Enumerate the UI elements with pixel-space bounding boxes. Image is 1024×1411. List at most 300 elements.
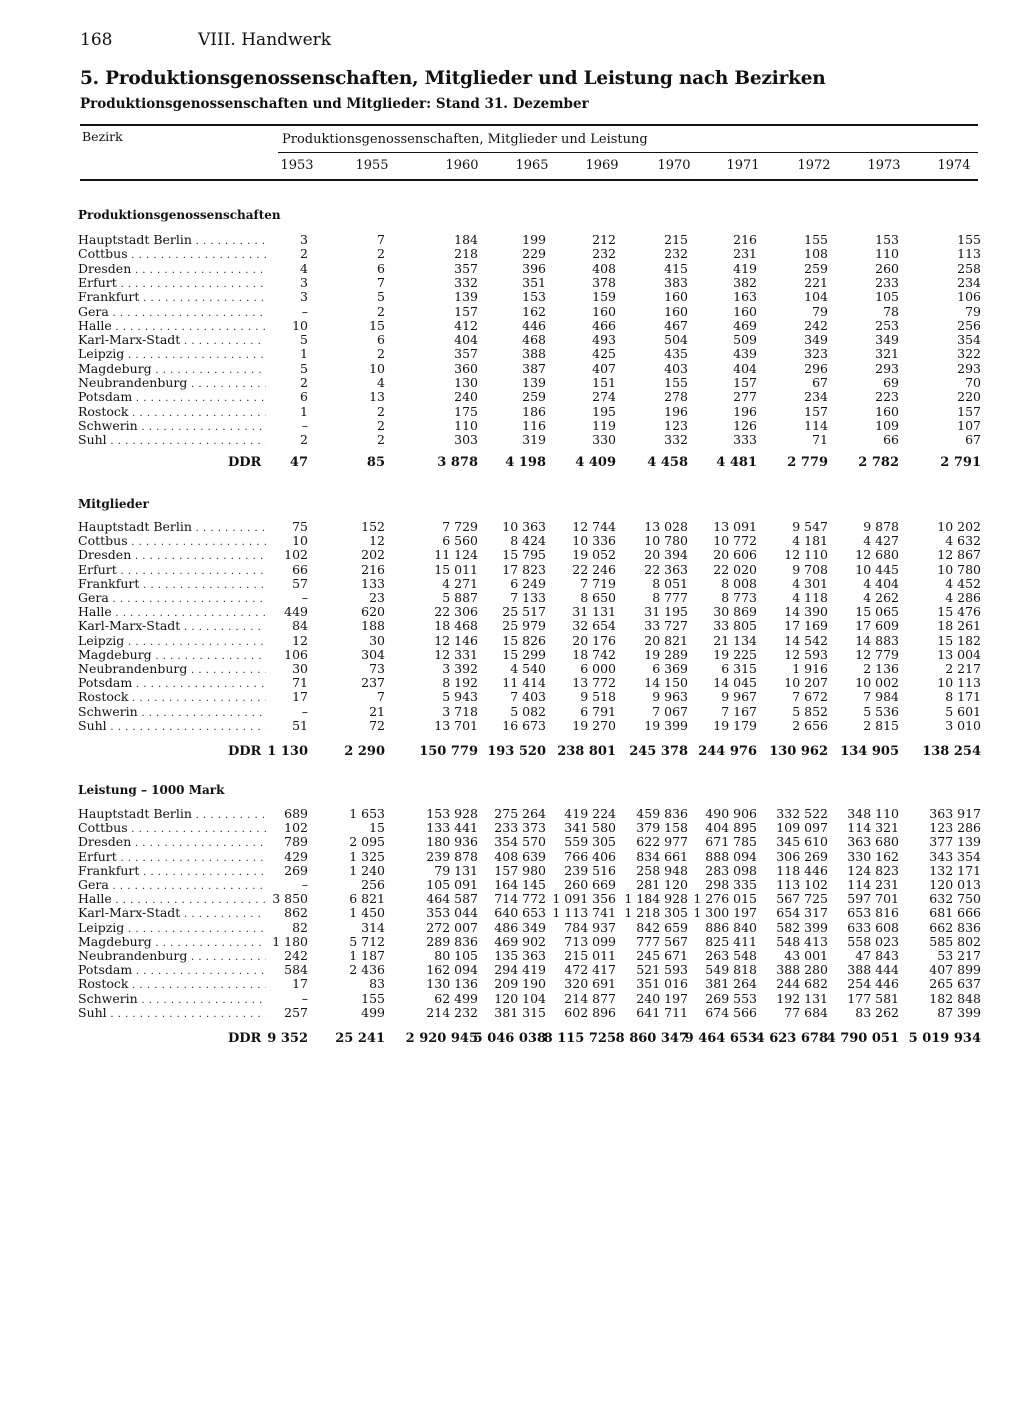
table-cell: 1	[300, 346, 308, 362]
table-cell: 265 637	[929, 976, 981, 992]
table-cell: 14 150	[644, 675, 688, 691]
year-header: 1973	[867, 158, 901, 173]
table-cell: 123	[664, 417, 688, 433]
table-cell: 17 169	[784, 618, 828, 634]
year-header: 1965	[515, 158, 549, 173]
total-cell: 2 782	[858, 455, 899, 470]
year-header: 1971	[726, 158, 760, 173]
table-cell: 825 411	[705, 933, 757, 949]
table-cell: 408 639	[494, 848, 546, 864]
table-cell: 157	[454, 303, 478, 319]
table-cell: 19 399	[644, 717, 688, 733]
table-cell: 388	[522, 346, 546, 362]
table-cell: 888 094	[705, 848, 757, 864]
table-cell: 486 349	[494, 919, 546, 935]
table-cell: 259	[804, 260, 828, 276]
table-cell: 10 445	[855, 561, 899, 577]
table-cell: 19 179	[713, 717, 757, 733]
table-cell: 17 823	[502, 561, 546, 577]
total-row	[0, 456, 1024, 470]
table-row	[0, 992, 1024, 1006]
table-cell: 582 399	[776, 919, 828, 935]
table-cell: 2	[300, 432, 308, 448]
table-cell: 9 708	[792, 561, 828, 577]
table-cell: 242	[804, 317, 828, 333]
table-cell: 260 669	[564, 877, 616, 892]
table-cell: 7	[377, 232, 385, 247]
table-cell: 83 262	[855, 1004, 899, 1020]
table-cell: 245 671	[636, 948, 688, 963]
table-cell: 110	[875, 246, 899, 262]
table-cell: 3 850	[272, 891, 308, 907]
total-cell: 5 019 934	[908, 1031, 981, 1046]
table-cell: 3	[300, 289, 308, 305]
total-cell: 2 290	[344, 744, 385, 759]
table-cell: 275 264	[494, 806, 546, 821]
table-cell: 104	[804, 289, 828, 305]
table-cell: 9 878	[863, 519, 899, 534]
row-label: Suhl . . .	[78, 433, 266, 449]
header-bottom-rule	[80, 179, 978, 181]
table-cell: 155	[804, 232, 828, 247]
table-row	[0, 864, 1024, 878]
table-cell: 237	[361, 675, 385, 691]
table-cell: 14 883	[855, 632, 899, 648]
table-cell: 153	[522, 289, 546, 305]
table-cell: 19 289	[644, 646, 688, 662]
table-row	[0, 534, 1024, 548]
table-cell: 66	[292, 561, 308, 577]
row-label: Hauptstadt Berlin . . .	[78, 520, 266, 536]
table-cell: 357	[454, 260, 478, 276]
table-cell: 77 684	[784, 1004, 828, 1020]
total-label: DDR	[228, 1031, 262, 1046]
table-cell: 164 145	[494, 877, 546, 892]
table-cell: 215 011	[564, 948, 616, 963]
table-cell: 160	[875, 403, 899, 419]
table-cell: 293	[875, 360, 899, 376]
table-cell: 2 656	[792, 717, 828, 733]
table-cell: 66	[883, 432, 899, 448]
table-row	[0, 577, 1024, 591]
table-cell: 378	[592, 274, 616, 290]
table-cell: 662 836	[929, 919, 981, 935]
table-cell: 789	[284, 834, 308, 850]
total-cell: 134 905	[840, 744, 899, 759]
table-cell: 157	[733, 375, 757, 390]
table-cell: 10 336	[572, 533, 616, 549]
table-cell: 766 406	[564, 848, 616, 864]
table-cell: 67	[965, 432, 981, 448]
table-cell: 2	[377, 432, 385, 448]
table-cell: 12 110	[784, 547, 828, 563]
table-cell: 4	[377, 375, 385, 390]
table-cell: 13 701	[434, 717, 478, 733]
table-cell: 304	[361, 646, 385, 662]
table-cell: 22 246	[572, 561, 616, 577]
table-cell: 584	[284, 962, 308, 978]
table-cell: 407 899	[929, 962, 981, 978]
table-row	[0, 676, 1024, 690]
table-cell: 4 404	[863, 575, 899, 591]
row-label: Gera . . .	[78, 878, 266, 894]
total-cell: 4 481	[716, 455, 757, 470]
row-label: Hauptstadt Berlin . . .	[78, 807, 266, 823]
row-label: Potsdam . . .	[78, 390, 266, 406]
table-cell: 196	[664, 403, 688, 419]
table-cell: 182 848	[929, 990, 981, 1006]
year-header: 1960	[445, 158, 479, 173]
table-cell: 784 937	[564, 919, 616, 935]
table-cell: 559 305	[564, 834, 616, 850]
table-cell: 15 476	[937, 604, 981, 620]
table-cell: 192 131	[776, 990, 828, 1006]
row-label: Erfurt . . .	[78, 276, 266, 292]
row-label: Dresden . . .	[78, 262, 266, 278]
table-cell: 468	[522, 332, 546, 348]
table-cell: 3	[300, 232, 308, 247]
table-cell: 133 441	[426, 820, 478, 836]
table-cell: 6 791	[580, 703, 616, 719]
table-cell: 360	[454, 360, 478, 376]
table-cell: 2	[377, 417, 385, 433]
table-cell: 12 744	[572, 519, 616, 534]
table-cell: 294 419	[494, 962, 546, 978]
table-cell: 4 427	[863, 533, 899, 549]
table-cell: 139	[454, 289, 478, 305]
table-cell: 196	[733, 403, 757, 419]
table-cell: 153	[875, 232, 899, 247]
table-cell: 110	[454, 417, 478, 433]
table-cell: 15 065	[855, 604, 899, 620]
table-cell: 274	[592, 389, 616, 405]
table-cell: 4 632	[945, 533, 981, 549]
table-cell: 53 217	[937, 948, 981, 963]
table-cell: 467	[664, 317, 688, 333]
top-rule	[80, 124, 978, 126]
table-cell: 377 139	[929, 834, 981, 850]
table-cell: 10	[369, 360, 385, 376]
table-cell: 5	[377, 289, 385, 305]
table-cell: 602 896	[564, 1004, 616, 1020]
row-label: Neubrandenburg . . .	[78, 949, 266, 965]
table-cell: 23	[369, 590, 385, 605]
table-cell: 10 363	[502, 519, 546, 534]
table-cell: 33 727	[644, 618, 688, 634]
table-cell: 2 136	[863, 661, 899, 676]
table-cell: 5 712	[349, 933, 385, 949]
table-cell: 321	[875, 346, 899, 362]
table-cell: 12 146	[434, 632, 478, 648]
section-title: Mitglieder	[78, 497, 149, 511]
table-cell: 106	[284, 646, 308, 662]
table-cell: 11 414	[502, 675, 546, 691]
table-cell: 231	[733, 246, 757, 262]
table-cell: 10	[292, 533, 308, 549]
table-cell: 404 895	[705, 820, 757, 836]
column-header-group: Produktionsgenossenschaften, Mitglieder und Leistung	[282, 132, 648, 147]
table-cell: 7 403	[510, 689, 546, 705]
table-row	[0, 690, 1024, 704]
table-cell: 5	[300, 360, 308, 376]
table-row	[0, 419, 1024, 433]
table-cell: 21 134	[713, 632, 757, 648]
table-cell: 214 232	[426, 1004, 478, 1020]
table-cell: 43 001	[784, 948, 828, 963]
table-cell: 10 780	[644, 533, 688, 549]
table-cell: 152	[361, 519, 385, 534]
table-cell: 332 522	[776, 806, 828, 821]
table-cell: 13 772	[572, 675, 616, 691]
row-label: Schwerin . . .	[78, 992, 266, 1008]
table-cell: 259	[522, 389, 546, 405]
table-cell: 256	[957, 317, 981, 333]
table-cell: 7 719	[580, 575, 616, 591]
table-cell: 220	[957, 389, 981, 405]
row-label: Dresden . . .	[78, 835, 266, 851]
table-cell: 106	[957, 289, 981, 305]
table-row	[0, 634, 1024, 648]
table-row	[0, 319, 1024, 333]
table-cell: 19 225	[713, 646, 757, 662]
table-cell: 30	[292, 661, 308, 676]
table-cell: 435	[664, 346, 688, 362]
table-row	[0, 977, 1024, 991]
total-label: DDR	[228, 455, 262, 470]
table-cell: 160	[592, 303, 616, 319]
table-cell: 233	[875, 274, 899, 290]
table-cell: 188	[361, 618, 385, 634]
group-rule	[278, 152, 978, 153]
table-cell: 689	[284, 806, 308, 821]
table-cell: 1	[300, 403, 308, 419]
table-row	[0, 548, 1024, 562]
table-cell: 8 773	[721, 590, 757, 605]
table-cell: 260	[875, 260, 899, 276]
table-row	[0, 347, 1024, 361]
table-cell: 10 113	[937, 675, 981, 691]
table-cell: 9 963	[652, 689, 688, 705]
table-cell: 4 181	[792, 533, 828, 549]
table-cell: 3 010	[945, 717, 981, 733]
table-cell: 5 943	[442, 689, 478, 705]
table-cell: 323	[804, 346, 828, 362]
table-cell: 281 120	[636, 877, 688, 892]
table-cell: 2	[377, 246, 385, 262]
table-cell: 109 097	[776, 820, 828, 836]
table-cell: 82	[292, 919, 308, 935]
table-cell: 12 680	[855, 547, 899, 563]
table-cell: 6 560	[442, 533, 478, 549]
table-cell: 348 110	[847, 806, 899, 821]
row-label: Karl-Marx-Stadt . . .	[78, 619, 266, 635]
table-cell: 33 805	[713, 618, 757, 634]
total-cell: 245 378	[629, 744, 688, 759]
row-label: Erfurt . . .	[78, 563, 266, 579]
section-title: Leistung – 1000 Mark	[78, 783, 225, 797]
table-cell: 2	[377, 346, 385, 362]
running-header	[80, 30, 331, 50]
table-cell: 407	[592, 360, 616, 376]
table-cell: 130	[454, 375, 478, 390]
table-cell: 10 002	[855, 675, 899, 691]
table-cell: 114 321	[847, 820, 899, 836]
table-cell: 469	[733, 317, 757, 333]
table-cell: 199	[522, 232, 546, 247]
table-cell: 6 315	[721, 661, 757, 676]
table-cell: 244 682	[776, 976, 828, 992]
table-cell: 15 826	[502, 632, 546, 648]
table-cell: 232	[592, 246, 616, 262]
table-cell: 51	[292, 717, 308, 733]
table-cell: 114	[804, 417, 828, 433]
row-label: Halle . . .	[78, 319, 266, 335]
table-cell: 31 195	[644, 604, 688, 620]
table-cell: 269 553	[705, 990, 757, 1006]
table-cell: 162 094	[426, 962, 478, 978]
table-cell: 229	[522, 246, 546, 262]
table-cell: 258	[957, 260, 981, 276]
table-cell: 272 007	[426, 919, 478, 935]
total-cell: 2 791	[940, 455, 981, 470]
table-cell: 108	[804, 246, 828, 262]
row-label: Cottbus . . .	[78, 821, 266, 837]
table-cell: 62 499	[434, 990, 478, 1006]
table-cell: 354	[957, 332, 981, 348]
table-cell: 2	[377, 303, 385, 319]
table-cell: 14 045	[713, 675, 757, 691]
year-header: 1955	[355, 158, 389, 173]
table-cell: 4 452	[945, 575, 981, 591]
row-label: Karl-Marx-Stadt . . .	[78, 906, 266, 922]
table-cell: 195	[592, 403, 616, 419]
total-cell: 138 254	[922, 744, 981, 759]
table-cell: 202	[361, 547, 385, 563]
table-cell: 293	[957, 360, 981, 376]
table-cell: 8 051	[652, 575, 688, 591]
table-cell: 332	[664, 432, 688, 448]
table-row	[0, 921, 1024, 935]
table-cell: 15	[369, 820, 385, 836]
table-cell: 71	[292, 675, 308, 691]
table-cell: 862	[284, 905, 308, 921]
table-cell: 21	[369, 703, 385, 719]
table-row	[0, 892, 1024, 906]
table-cell: 8 008	[721, 575, 757, 591]
table-cell: 105 091	[426, 877, 478, 892]
table-row	[0, 262, 1024, 276]
table-cell: 177 581	[847, 990, 899, 1006]
table-cell: 13 028	[644, 519, 688, 534]
table-cell: 345 610	[776, 834, 828, 850]
table-cell: 353 044	[426, 905, 478, 921]
total-cell: 4 790 051	[826, 1031, 899, 1046]
table-cell: 7 729	[442, 519, 478, 534]
table-cell: 429	[284, 848, 308, 864]
table-row	[0, 233, 1024, 247]
table-cell: 209 190	[494, 976, 546, 992]
row-label: Cottbus . . .	[78, 247, 266, 263]
table-cell: 87 399	[937, 1004, 981, 1020]
table-cell: 449	[284, 604, 308, 620]
table-cell: 363 917	[929, 806, 981, 821]
table-cell: 7 133	[510, 590, 546, 605]
table-cell: 175	[454, 403, 478, 419]
table-cell: 113 102	[776, 877, 828, 892]
table-row	[0, 605, 1024, 619]
table-cell: 16 673	[502, 717, 546, 733]
table-cell: 5 536	[863, 703, 899, 719]
row-label: Suhl . . .	[78, 1006, 266, 1022]
table-row	[0, 878, 1024, 892]
table-cell: 130 136	[426, 976, 478, 992]
table-cell: 382	[733, 274, 757, 290]
year-header: 1972	[797, 158, 831, 173]
table-cell: 834 661	[636, 848, 688, 864]
table-row	[0, 247, 1024, 261]
table-cell: 7	[377, 274, 385, 290]
table-cell: 277	[733, 389, 757, 405]
table-cell: 396	[522, 260, 546, 276]
table-cell: 425	[592, 346, 616, 362]
table-cell: 1 916	[792, 661, 828, 676]
table-row	[0, 1006, 1024, 1020]
table-cell: 114 231	[847, 877, 899, 892]
table-cell: 70	[965, 375, 981, 390]
table-row	[0, 619, 1024, 633]
table-cell: 71	[812, 432, 828, 448]
total-cell: 5 046 038	[473, 1031, 546, 1046]
table-cell: 322	[957, 346, 981, 362]
table-cell: 357	[454, 346, 478, 362]
table-cell: 67	[812, 375, 828, 390]
row-label: Leipzig . . .	[78, 921, 266, 937]
table-cell: 102	[284, 820, 308, 836]
table-row	[0, 705, 1024, 719]
total-cell: 47	[289, 455, 308, 470]
table-cell: –	[301, 990, 308, 1006]
table-cell: –	[301, 703, 308, 719]
table-cell: 1 218 305	[624, 905, 688, 921]
table-cell: 234	[804, 389, 828, 405]
table-row	[0, 305, 1024, 319]
table-cell: 102	[284, 547, 308, 563]
table-cell: 30 869	[713, 604, 757, 620]
row-label: Gera . . .	[78, 305, 266, 321]
table-cell: 383	[664, 274, 688, 290]
total-cell: 1 130	[267, 744, 308, 759]
table-row	[0, 648, 1024, 662]
table-cell: 404	[454, 332, 478, 348]
table-cell: 332	[454, 274, 478, 290]
table-row	[0, 390, 1024, 404]
table-cell: 620	[361, 604, 385, 620]
table-cell: 713 099	[564, 933, 616, 949]
total-cell: 85	[366, 455, 385, 470]
table-cell: 6 821	[349, 891, 385, 907]
table-cell: 72	[369, 717, 385, 733]
table-cell: 641 711	[636, 1004, 688, 1020]
page-number: 168	[80, 30, 113, 50]
table-cell: 258 948	[636, 862, 688, 878]
total-cell: 238 801	[557, 744, 616, 759]
table-cell: 633 608	[847, 919, 899, 935]
total-cell: 8 860 347	[615, 1031, 688, 1046]
table-cell: 278	[664, 389, 688, 405]
table-cell: 469 902	[494, 933, 546, 949]
table-cell: 15 795	[502, 547, 546, 563]
table-cell: 80 105	[434, 948, 478, 963]
